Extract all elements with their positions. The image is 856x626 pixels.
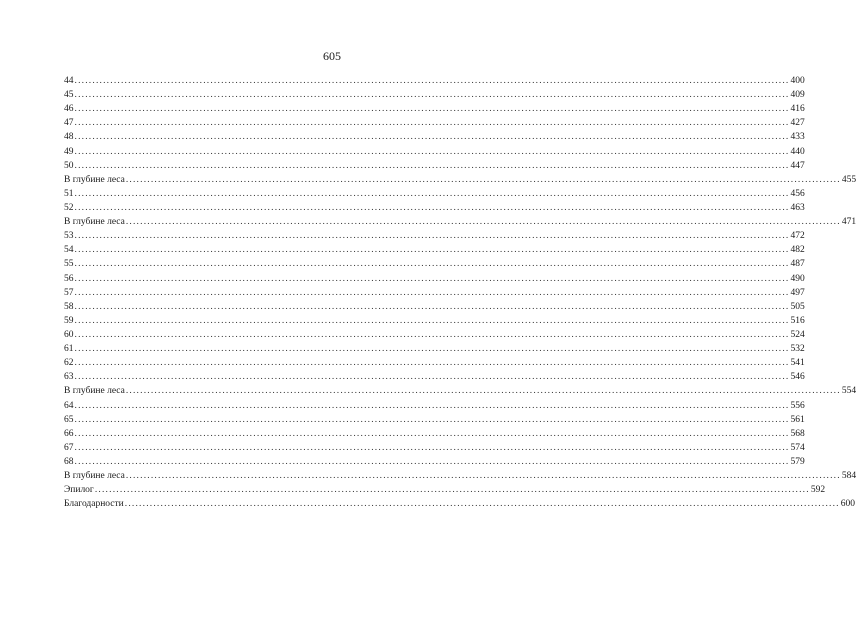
toc-entry-page: 541 [790,358,805,369]
toc-entry-label: 63 [64,372,74,383]
toc-entry-label: В глубине леса [64,471,125,482]
toc-entry-label: 57 [64,287,74,298]
toc-entry-label: В глубине леса [64,386,125,397]
toc-entry [64,441,805,455]
toc-entry-label: 48 [64,132,74,143]
toc-entry-page: 556 [790,400,805,411]
toc-entry-page: 574 [790,442,805,453]
toc-entry [64,257,805,271]
dot-leader: ........................................................................................................................................................................................................ [74,76,790,86]
dot-leader: ........................................................................................................................................................................................................ [74,146,790,157]
toc-entry-label: 58 [64,301,74,312]
toc-entry-page: 463 [790,202,805,213]
dot-leader: ........................................................................................................................................................................................................ [74,132,790,143]
dot-leader: ........................................................................................................................................................................................................ [74,315,790,326]
toc-entry-label: 51 [64,188,74,199]
toc-entry-page: 455 [841,174,856,185]
toc-entry-page: 505 [790,301,805,312]
toc-entry [64,413,805,427]
dot-leader: ........................................................................................................................................................................................................ [125,217,841,228]
dot-leader: ........................................................................................................................................................................................................ [94,485,810,496]
toc-entry-label: 64 [64,400,74,411]
dot-leader: ........................................................................................................................................................................................................ [74,358,790,369]
toc-entry [64,187,805,201]
toc-entry [64,272,805,286]
dot-leader: ........................................................................................................................................................................................................ [74,456,790,467]
dot-leader: ........................................................................................................................................................................................................ [74,414,790,425]
toc-entry-label: 44 [64,76,74,86]
toc-entry [64,427,805,441]
dot-leader: ........................................................................................................................................................................................................ [74,188,790,199]
toc-entry-page: 524 [790,329,805,340]
toc-entry-label: В глубине леса [64,174,125,185]
toc-entry-label: Благодарности [64,499,124,510]
toc-entry-label: 45 [64,90,74,101]
toc-entry-label: В глубине леса [64,217,125,228]
dot-leader: ........................................................................................................................................................................................................ [74,442,790,453]
toc-entry-page: 409 [790,90,805,101]
toc-entry-page: 456 [790,188,805,199]
toc-entry-page: 440 [790,146,805,157]
dot-leader: ........................................................................................................................................................................................................ [74,372,790,383]
toc-entry [64,173,856,187]
dot-leader: ........................................................................................................................................................................................................ [74,202,790,213]
dot-leader: ........................................................................................................................................................................................................ [125,174,841,185]
toc-entry-page: 490 [790,273,805,284]
dot-leader: ........................................................................................................................................................................................................ [74,90,790,101]
toc-entry-page: 532 [790,344,805,355]
toc-entry-label: 53 [64,231,74,242]
toc-entry-label: 60 [64,329,74,340]
toc-entry-page: 592 [810,485,826,496]
toc-entry-label: 59 [64,315,74,326]
toc-entry-label: 65 [64,414,74,425]
toc-entry [64,342,805,356]
toc-entry-page: 568 [790,428,805,439]
toc-entry [64,201,805,215]
toc-entry [64,399,805,413]
toc-entry-page: 447 [790,160,805,171]
toc-entry [64,130,805,144]
toc-entry [64,229,805,243]
dot-leader: ........................................................................................................................................................................................................ [74,428,790,439]
dot-leader: ........................................................................................................................................................................................................ [74,273,790,284]
page-number: 605 [323,49,341,63]
toc-entry-page: 561 [790,414,805,425]
dot-leader: ........................................................................................................................................................................................................ [125,471,841,482]
toc-entry-label: 67 [64,442,74,453]
dot-leader: ........................................................................................................................................................................................................ [74,231,790,242]
toc-entry-page: 487 [790,259,805,270]
toc-entry-label: 52 [64,202,74,213]
toc-entry-label: 61 [64,344,74,355]
dot-leader: ........................................................................................................................................................................................................ [74,344,790,355]
toc-entry-page: 600 [840,499,855,510]
toc-entry-page: 433 [790,132,805,143]
toc-entry [64,300,805,314]
toc-entry [64,384,856,398]
dot-leader: ........................................................................................................................................................................................................ [74,104,790,115]
toc-entry [64,159,805,173]
dot-leader: ........................................................................................................................................................................................................ [74,329,790,340]
toc-entry-page: 472 [790,231,805,242]
toc-entry [64,497,855,511]
toc-entry-page: 471 [841,217,856,228]
dot-leader: ........................................................................................................................................................................................................ [124,499,840,510]
toc-entry [64,483,826,497]
toc-entry-page: 554 [841,386,856,397]
table-of-contents [64,74,856,511]
toc-entry-label: Эпилог [64,485,94,496]
dot-leader: ........................................................................................................................................................................................................ [74,259,790,270]
dot-leader: ........................................................................................................................................................................................................ [74,400,790,411]
toc-entry-label: 55 [64,259,74,270]
toc-entry-label: 50 [64,160,74,171]
toc-entry [64,243,805,257]
toc-entry-page: 482 [790,245,805,256]
dot-leader: ........................................................................................................................................................................................................ [74,245,790,256]
toc-entry-page: 400 [790,76,805,86]
dot-leader: ........................................................................................................................................................................................................ [74,160,790,171]
toc-entry [64,286,805,300]
toc-entry-page: 546 [790,372,805,383]
dot-leader: ........................................................................................................................................................................................................ [74,287,790,298]
toc-entry [64,370,805,384]
toc-entry [64,145,805,159]
toc-entry-label: 49 [64,146,74,157]
toc-entry-page: 516 [790,315,805,326]
toc-entry [64,116,805,130]
dot-leader: ........................................................................................................................................................................................................ [74,118,790,129]
toc-entry [64,314,805,328]
dot-leader: ........................................................................................................................................................................................................ [74,301,790,312]
toc-entry-label: 68 [64,456,74,467]
toc-entry-label: 46 [64,104,74,115]
toc-entry [64,88,805,102]
toc-entry-page: 497 [790,287,805,298]
toc-entry-label: 54 [64,245,74,256]
dot-leader: ........................................................................................................................................................................................................ [125,386,841,397]
toc-entry [64,102,805,116]
toc-entry-page: 416 [790,104,805,115]
toc-entry-label: 47 [64,118,74,129]
toc-entry-page: 427 [790,118,805,129]
toc-entry [64,469,856,483]
toc-entry [64,356,805,370]
toc-entry-label: 62 [64,358,74,369]
toc-entry [64,74,805,88]
toc-entry-page: 584 [841,471,856,482]
toc-entry-label: 56 [64,273,74,284]
toc-entry-page: 579 [790,456,805,467]
toc-entry [64,215,856,229]
toc-entry-label: 66 [64,428,74,439]
toc-entry [64,455,805,469]
toc-entry [64,328,805,342]
